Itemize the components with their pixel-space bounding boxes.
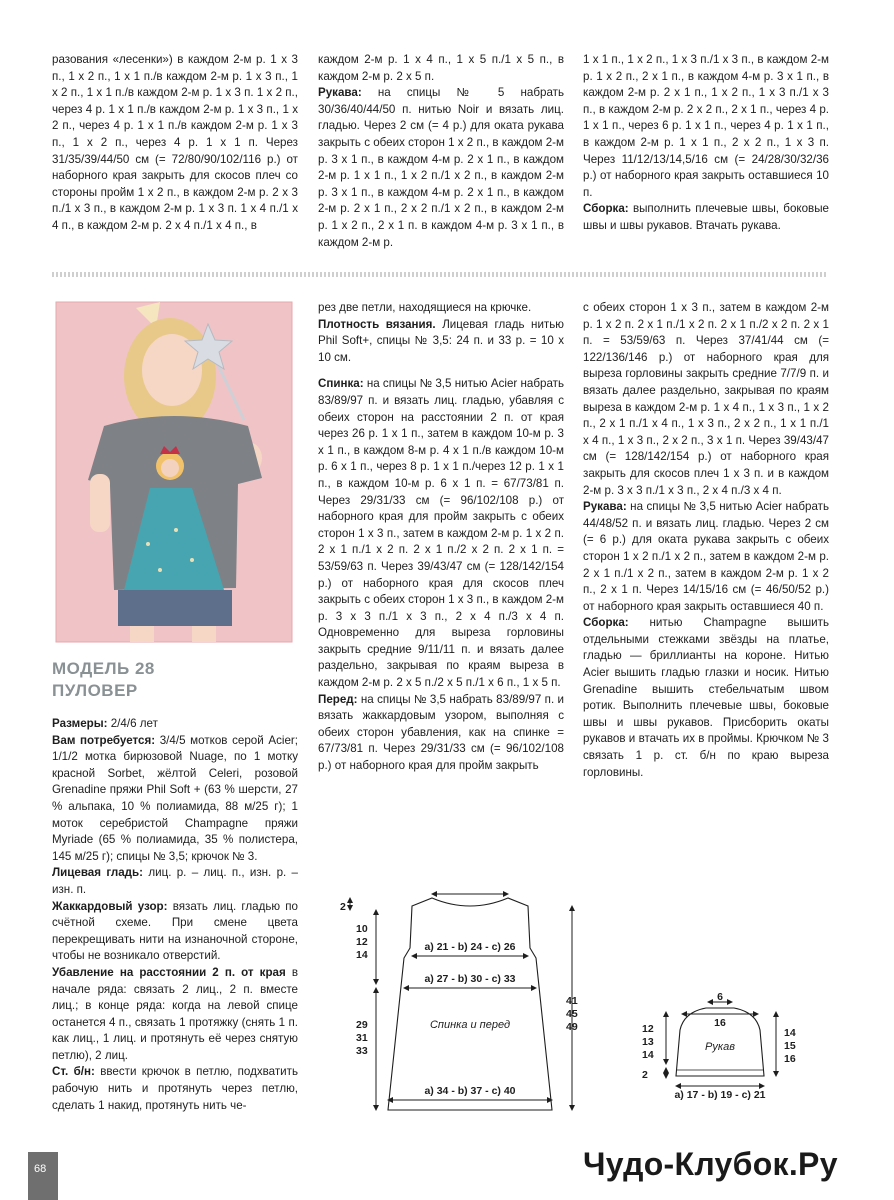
- side-height-b: 31: [356, 1032, 368, 1044]
- paragraph: [318, 692, 564, 775]
- chest-width-label: a) 27 - b) 30 - c) 33: [424, 973, 516, 985]
- paragraph: [52, 899, 298, 965]
- paragraph: рез две петли, находящиеся на крючке.: [318, 301, 532, 314]
- paragraph: каждом 2-м р. 1 х 4 п., 1 х 5 п./1 х 5 п., в каждом 2-м р. 2 х 5 п.: [318, 53, 564, 83]
- sleeve-cap-right-b: 15: [784, 1040, 796, 1052]
- total-height-b: 45: [566, 1008, 578, 1020]
- sleeve-cap-left-a: 12: [642, 1023, 654, 1035]
- side-height-c: 33: [356, 1045, 368, 1057]
- site-watermark: Чудо-Клубок.Ру: [583, 1146, 838, 1182]
- top-column-2: [318, 52, 564, 251]
- section-divider: [52, 272, 828, 277]
- gauge-text: Лицевая гладь нитью Phil Soft+, спицы № 3,5: 24 п. и 33 р. = 10 х 10 см.: [318, 317, 564, 364]
- body-label: Спинка и перед: [429, 1019, 511, 1031]
- body-pattern-diagram: [330, 888, 600, 1128]
- sizes-text: 2/4/6 лет: [107, 717, 158, 730]
- left-column: [52, 716, 298, 1114]
- sleeve-pattern-diagram: [630, 990, 810, 1104]
- total-height-c: 49: [566, 1021, 578, 1033]
- paragraph: разования «лесенки») в каждом 2-м р. 1 х 3 п., 1 х 2 п., 1 х 1 п./в каждом 2-м р. 1 х 3 п., 1 х 2 п., 1 х 1 п./в каждом 2-м р. 1 х 3 п. 1 х 2 п., через 4 р. 1 х 1 п./в каждом 2-м р. 1 х 3 п., 1 х 2 п., через 4 р. 1 х 1 п./в каждом 2-м р. 1 х 3 п., 1 х 2 п., через 4 р. 1 х 1 п. Через 31/35/39/44/50 см (= 72/80/90/102/116 р.) от наборного края закрыть для скосов плеч со стороны пройм 1 х 2 п., в каждом 2-м р. 2 х 3 п./1 х 3 п., в каждом 2-м р. 1 х 3 п. 1 х 4 п./1 х 4 п., в каждом 2-м р. 2 х 4 п./1 х 4 п., в: [52, 53, 298, 232]
- stockinette-text: лиц. р. – лиц. п., изн. р. – изн. п.: [52, 866, 298, 896]
- paragraph: [52, 716, 298, 733]
- model-number: МОДЕЛЬ 28: [52, 659, 155, 678]
- materials-heading: Вам потребуется:: [52, 733, 156, 747]
- paragraph: с обеих сторон 1 х 3 п., затем в каждом 2-м р. 1 х 2 п. 2 х 1 п./1 х 2 п. 2 х 1 п./2 х 2 п. 2 х 1 п. = 53/59/63 п. Через 37/41/44 см (= 122/136/146 р.) от наборного края для выреза горловины закрыть средние 7/7/9 п. и вязать далее раздельно, закрывая по краям выреза в каждом 2-м р. 1 х 4 п., 1 х 3 п., 1 х 2 п., 2 х 1 п./1 х 4 п., 1 х 3 п., 2 х 2 п., 1 х 1 п./1 х 4 п., 1 х 3 п., 2 х 2 п., 3 х 1 п. Через 39/43/47 см (= 128/142/154 р.) от наборного края закрыть для скосов плеч 1 х 3 п. и в каждом 2-м р. 3 х 3 п./1 х 3 п., 2 х 4 п./3 х 4 п.: [583, 301, 829, 497]
- single-crochet-text: ввести крючок в петлю, подхватить рабочую нить и протянуть через петлю, сделать 1 накид, протянуть нить че-: [52, 1065, 298, 1112]
- jacquard-text: вязать лиц. гладью по счётной схеме. При смене цвета перекрещивать нити на изнаночной стороне, чтобы не возникало отверстий.: [52, 899, 298, 963]
- sizes-heading: Размеры:: [52, 717, 108, 730]
- armhole-height-a: 10: [356, 923, 368, 935]
- assembly-text: нитью Champagne вышить отдельными стежками звёзды на платье, гладью — бриллианты на короне. Нитью Acier вышить гладью глазки и носик. Нитью Grenadine вышить стебельчатым швом ротик. Выполнить плечевые швы, боковые швы и швы рукавов. Присборить окаты рукавов и втачать их в проймы. Крючком № 3 связать 1 р. ст. б/н по краю выреза горловины.: [583, 616, 829, 779]
- sleeve-bottom-width-label: a) 17 - b) 19 - c) 21: [674, 1089, 766, 1101]
- sleeve-cuff-label: 2: [642, 1069, 648, 1081]
- shoulder-drop-label: 2: [340, 901, 346, 913]
- paragraph: [318, 85, 564, 251]
- girl-in-pullover-illustration: [52, 298, 296, 646]
- paragraph: [52, 733, 298, 866]
- assembly-heading: Сборка:: [583, 616, 629, 630]
- top-column-1: [52, 52, 298, 235]
- back-heading: Спинка:: [318, 377, 364, 391]
- armhole-height-c: 14: [356, 949, 368, 961]
- paragraph: [583, 499, 829, 615]
- back-text: на спицы № 3,5 нитью Acier набрать 83/89/97 п. и вязать лиц. гладью, убавляя с обеих сторон на расстоянии 2 п. от края через 26 р. 1 х 1 п., затем в каждом 10-м р. 3 х 1 п., в каждом 8-м р. 4 х 1 п./в каждом 10-м р. 6 х 1 п., через 8 р. 1 х 1 п./через 12 р. 1 х 1 п., в каждом 10-м р. 6 х 1 п. = 67/73/81 п. Через 29/31/33 см (= 96/102/108 р.) от наборного края для пройм закрыть с обеих сторон 1 х 3 п., затем в каждом 2-м р. 1 х 2 п. 2 х 1 п./1 х 2 п. 2 х 1 п./2 х 2 п. 2 х 1 п. = 53/59/63 п. Через 39/43/47 см (= 128/142/154 р.) от наборного края для скосов плеч закрыть с обеих сторон 1 х 3 п., в каждом 2-м р. 3 х 3 п./1 х 3 п., 2 х 4 п./3 х 4 п. Одновременно для выреза горловины закрыть средние 9/11/11 п. и вязать далее раздельно, закрывая по краям выреза в каждом 2-м р. 2 х 5 п./2 х 5 п./1 х 6 п., 1 х 5 п.: [318, 377, 564, 690]
- top-column-3: [583, 52, 829, 235]
- page-number-tab: [28, 1152, 58, 1200]
- sleeves-text: на спицы № 5 набрать 30/36/40/44/50 п. нитью Noir и вязать лиц. гладью. Через 2 см (= 4 р.) для оката рукава закрыть с обеих сторон 1 х 2 п., в каждом 2-м р. 3 х 1 п., в каждом 4-м р. 2 х 1 п., в каждом 2-м р. 1 х 1 п., 1 х 2 п./1 х 2 п., в каждом 2-м р. 3 х 1 п., в каждом 4-м р. 2 х 1 п., в каждом 2-м р. 2 х 1 п., 2 х 2 п./1 х 2 п., в каждом 2-м р. 1 х 2 п., 2 х 1 п. в каждом 4-м р. 3 х 1 п., в каждом 2-м р.: [318, 86, 564, 249]
- sleeve-label: Рукав: [705, 1041, 735, 1053]
- sleeves-heading: Рукава:: [583, 500, 627, 514]
- paragraph: [583, 201, 829, 234]
- right-column: [583, 300, 829, 781]
- side-height-a: 29: [356, 1019, 368, 1031]
- sleeve-top-width-label: 16: [714, 1017, 726, 1029]
- paragraph: 1 х 1 п., 1 х 2 п., 1 х 3 п./1 х 3 п., в каждом 2-м р. 1 х 2 п., 2 х 1 п., в каждом 4-м р. 3 х 1 п., в каждом 2-м р. 2 х 1 п., 1 х 2 п., 1 х 3 п./1 х 3 п., в каждом 2-м р. 2 х 2 п., 2 х 1 п., через 4 р. 1 х 1 п., через 6 р. 1 х 1 п., через 4 р. 1 х 1 п., в каждом 2-м р. 1 х 1 п., 2 х 2 п., 1 х 3 п. Через 11/12/13/14,5/16 см (= 24/28/30/32/36 р.) от наборного края закрыть оставшиеся 10 п.: [583, 53, 829, 199]
- middle-column: [318, 300, 564, 775]
- model-photo: [52, 298, 296, 646]
- sleeve-cap-left-c: 14: [642, 1049, 654, 1061]
- jacquard-heading: Жаккардовый узор:: [52, 899, 168, 913]
- decrease-heading: Убавление на расстоянии 2 п. от края: [52, 965, 286, 979]
- sleeves-text: на спицы № 3,5 нитью Acier набрать 44/48/52 п. и вязать лиц. гладью. Через 2 см (= 6 р.) для оката рукава закрыть с обеих сторон 1 х 2 п./1 х 2 п., затем в каждом 2-м р. 2 х 1 п./1 х 2 п., затем в каждом 2-м р. 1 х 2 п., 2 х 1 п. Через 14/15/16 см (= 46/50/52 р.) от наборного края закрыть оставшиеся 40 п.: [583, 500, 829, 613]
- decrease-text: в начале ряда: связать 2 лиц., 2 п. вместе лиц.; в конце ряда: когда на левой спице останется 4 п., связать 1 протяжку (снять 1 п. как лиц., 1 лиц. и протянуть её через снятую петлю), 2 лиц.: [52, 965, 298, 1062]
- bottom-width-label: a) 34 - b) 37 - c) 40: [424, 1085, 516, 1097]
- front-heading: Перед:: [318, 692, 358, 706]
- assembly-text: выполнить плечевые швы, боковые швы и швы рукавов. Втачать рукава.: [583, 202, 829, 232]
- model-type: ПУЛОВЕР: [52, 681, 138, 700]
- assembly-heading: Сборка:: [583, 202, 629, 216]
- page-number: 68: [34, 1163, 47, 1175]
- paragraph: [583, 615, 829, 781]
- total-height-a: 41: [566, 995, 578, 1007]
- single-crochet-heading: Ст. б/н:: [52, 1065, 95, 1079]
- front-text: на спицы № 3,5 набрать 83/89/97 п. и вязать жаккардовым узором, выполняя с обеих сторон убавления, как на спинке = 67/73/81 п. Через 29/31/33 см (= 96/102/108 р.) от наборного края для пройм закрыть: [318, 692, 564, 773]
- stockinette-heading: Лицевая гладь:: [52, 866, 144, 880]
- materials-text: 3/4/5 мотков серой Acier; 1/1/2 мотка бирюзовой Nuage, по 1 мотку красной Sorbet, жёлтой Celeri, розовой Grenadine пряжи Phil Soft + (63 % шерсти, 27 % альпака, 10 % полиамида, 88 м/25 г); 1 моток серебристой Champagne пряжи Myriade (65 % полиамида, 35 % полистера, 145 м/25 г); спицы № 3,5; крючок № 3.: [52, 733, 298, 863]
- sleeve-cap-right-a: 14: [784, 1027, 796, 1039]
- gauge-heading: Плотность вязания.: [318, 317, 436, 331]
- armhole-height-b: 12: [356, 936, 368, 948]
- sleeve-cap-right-c: 16: [784, 1053, 796, 1065]
- top-width-label: a) 21 - b) 24 - c) 26: [424, 941, 516, 953]
- paragraph: [318, 317, 564, 367]
- sleeves-heading: Рукава:: [318, 86, 362, 100]
- model-title: [52, 658, 155, 702]
- body-outline: [388, 898, 552, 1110]
- paragraph: [52, 865, 298, 898]
- sleeve-top-small-label: 6: [717, 991, 723, 1003]
- paragraph: [52, 1064, 298, 1114]
- paragraph: [318, 376, 564, 691]
- sleeve-cap-left-b: 13: [642, 1036, 654, 1048]
- paragraph: [52, 965, 298, 1065]
